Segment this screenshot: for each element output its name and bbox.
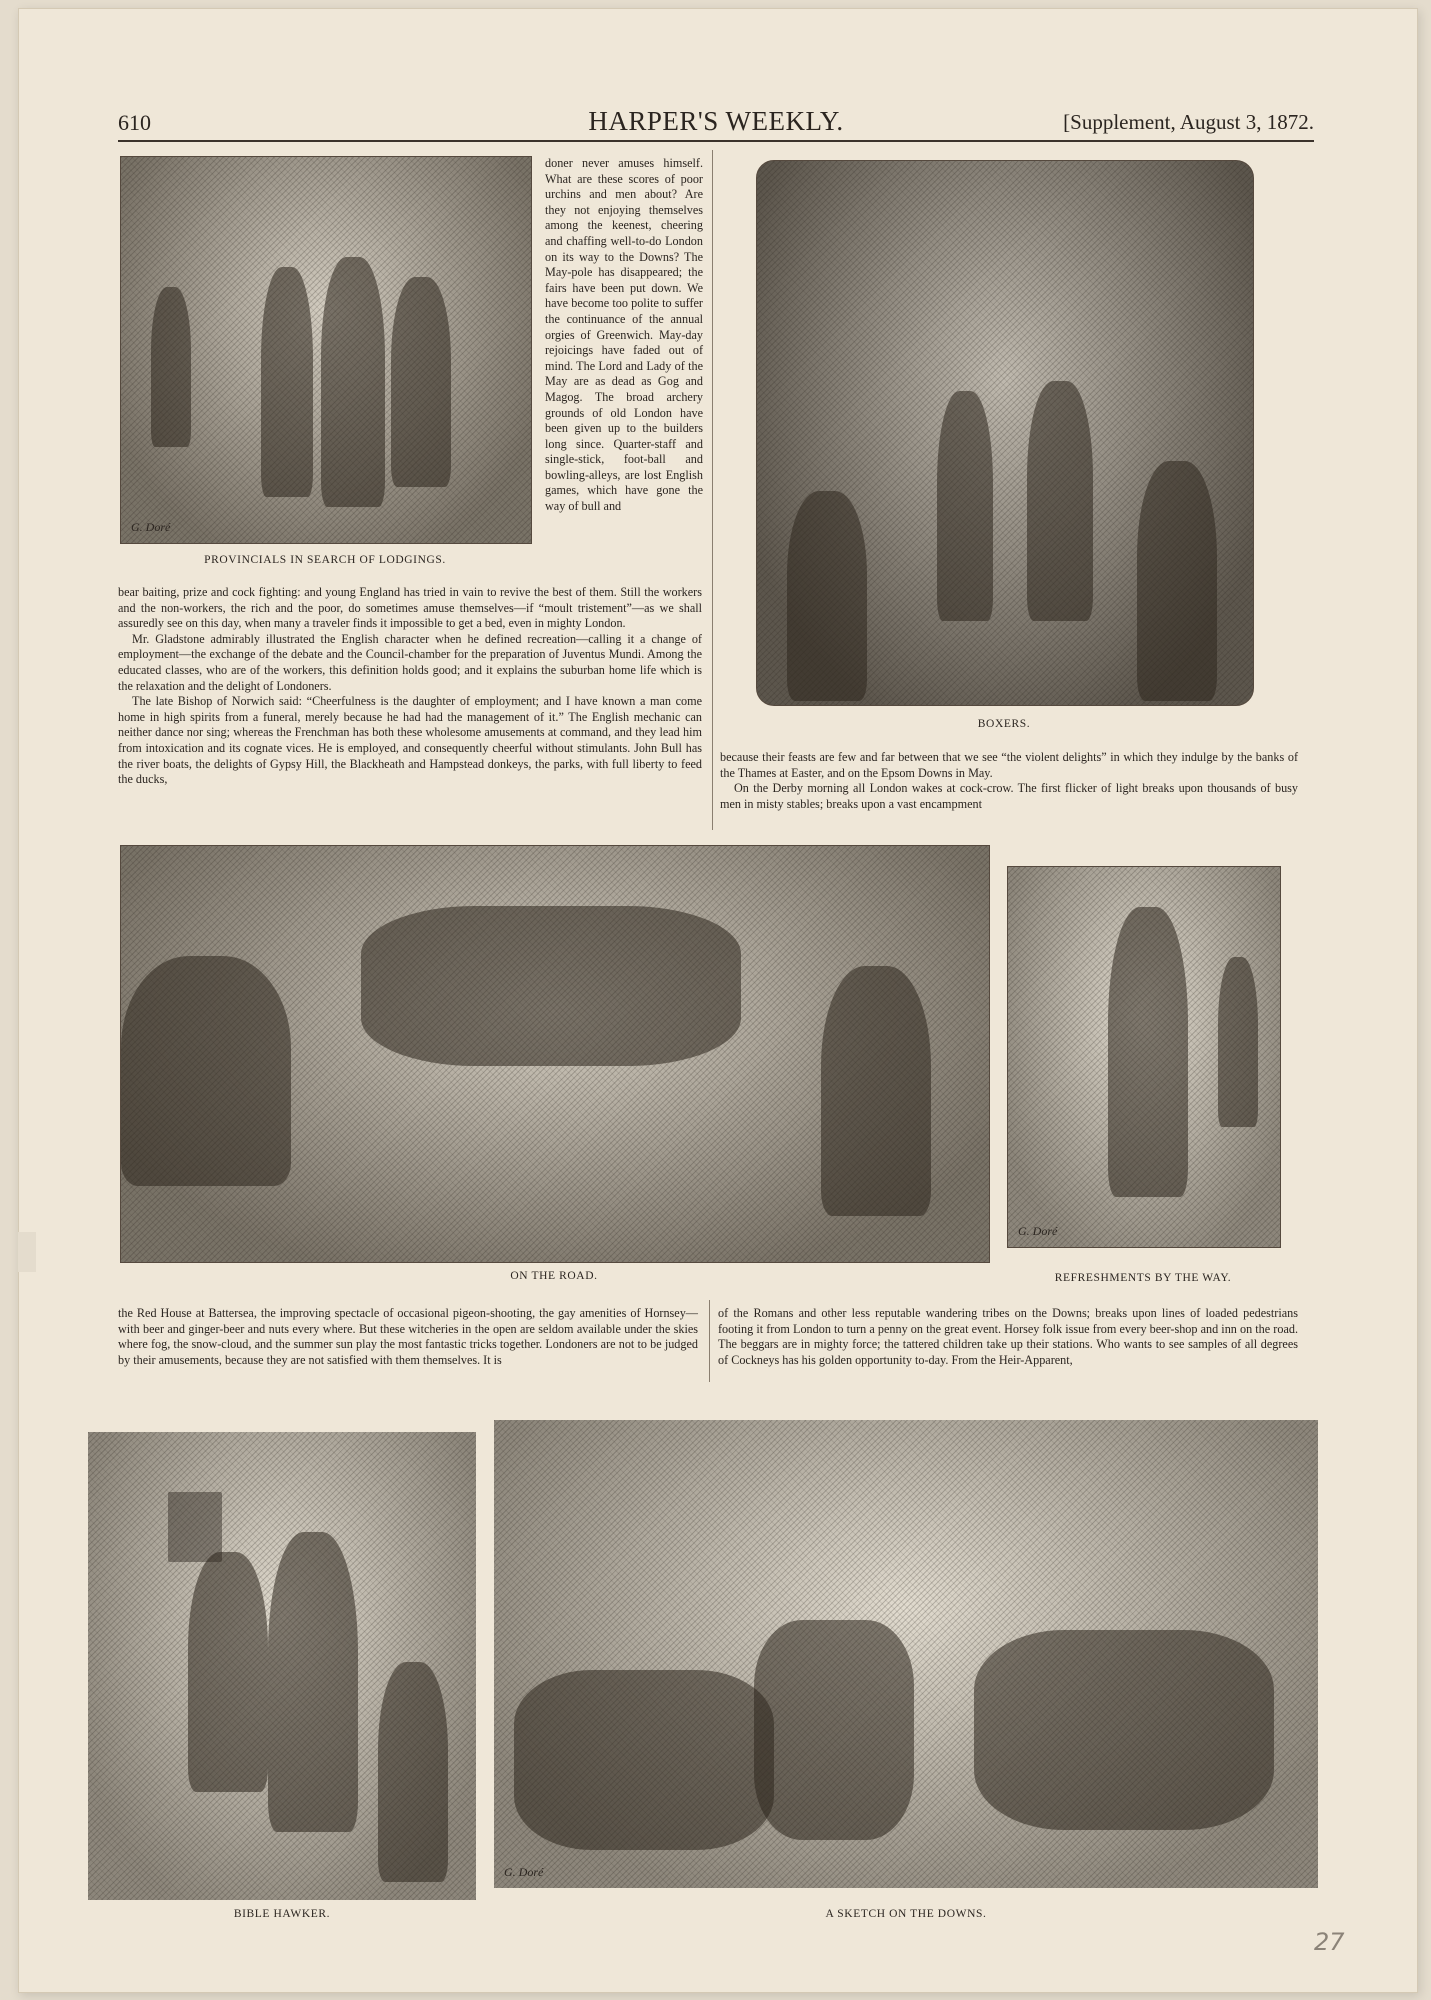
publication-title: HARPER'S WEEKLY. bbox=[588, 106, 844, 136]
refreshments-engraving bbox=[1007, 866, 1281, 1248]
issue-date: [Supplement, August 3, 1872. bbox=[1063, 110, 1314, 134]
caption-on-the-road: ON THE ROAD. bbox=[510, 1270, 598, 1282]
text-left-middle bbox=[118, 1306, 698, 1386]
caption-boxers: BOXERS. bbox=[977, 718, 1031, 730]
text-right-middle bbox=[718, 1306, 1298, 1386]
caption-refreshments: REFRESHMENTS BY THE WAY. bbox=[1054, 1272, 1232, 1284]
text-right-upper bbox=[720, 750, 1298, 832]
page-number: 610 bbox=[118, 110, 151, 135]
masthead-rule bbox=[118, 140, 1314, 142]
column-rule-middle bbox=[709, 1300, 710, 1382]
artist-signature: G. Doré bbox=[1018, 1224, 1058, 1238]
caption-bible-hawker: BIBLE HAWKER. bbox=[233, 1908, 331, 1920]
artist-signature: G. Doré bbox=[504, 1865, 544, 1879]
provincials-engraving bbox=[120, 156, 532, 544]
artist-signature: G. Doré bbox=[131, 520, 171, 534]
paragraph: The late Bishop of Norwich said: “Cheerfulness is the daughter of employment; and I have known a man come home in high spirits from a funeral, merely because he had had the management of it.” The English mechanic can neither dance nor sing; whereas the Frenchman has both these wholesome amusements at command, and they lead him from intoxication and its cognate vices. He is employed, and consequently cheerful without stimulants. John Bull has the river boats, the delights of Gypsy Hill, the Blackheath and Hampstead donkeys, the parks, with full liberty to feed the ducks, bbox=[118, 694, 702, 787]
paragraph: Mr. Gladstone admirably illustrated the English character when he defined recreation—calling it a change of employment—the exchange of the debate and the Council-chamber for the preparation of Juventus Mundi. Among the educated classes, who are of the workers, this definition holds good; and it explains the suburban home life which is the relaxation and the delight of Londoners. bbox=[118, 631, 702, 693]
bible-hawker-engraving bbox=[88, 1432, 476, 1900]
paragraph: the Red House at Battersea, the improving spectacle of occasional pigeon-shooting, the gay amenities of Hornsey—with beer and ginger-beer and nuts every where. But these witcheries in the open are seldom available under the skies where fog, the snow-cloud, and the summer sun play the most fantastic tricks together. Londoners are not to be judged by their amusements, because they are not satisfied with them themselves. It is bbox=[118, 1306, 698, 1367]
paragraph: On the Derby morning all London wakes at cock-crow. The first flicker of light breaks upon thousands of busy men in misty stables; breaks upon a vast encampment bbox=[720, 781, 1298, 811]
masthead bbox=[118, 106, 1314, 140]
handwritten-page-mark: 27 bbox=[1314, 1928, 1345, 1956]
text-left-upper bbox=[118, 585, 702, 831]
on-the-road-engraving bbox=[120, 845, 990, 1263]
boxers-engraving bbox=[756, 160, 1254, 706]
text-narrow-column bbox=[545, 156, 703, 576]
page-edge-notch bbox=[18, 1232, 36, 1272]
paragraph: doner never amuses himself. What are these scores of poor urchins and men about? Are they not enjoying themselves among the keenest, cheering and chaffing well-to-do London on its way to the Downs? The May-pole has disappeared; the fairs have been put down. We have become too polite to suffer the continuance of the annual orgies of Greenwich. May-day rejoicings have faded out of mind. The Lord and Lady of the May are as dead as Gog and Magog. The broad archery grounds of old London have been given up to the builders long since. Quarter-staff and single-stick, foot-ball and bowling-alleys, are lost English games, which have gone the way of bull and bbox=[545, 156, 703, 514]
caption-provincials: PROVINCIALS IN SEARCH OF LODGINGS. bbox=[204, 554, 446, 566]
paragraph: bear baiting, prize and cock fighting: and young England has tried in vain to revive the best of them. Still the workers and the non-workers, the rich and the poor, do sometimes amuse themselves—if “moult tristement”—as we shall assuredly see on this day, when many a traveler finds it impossible to get a bed, even in mighty London. bbox=[118, 585, 702, 631]
caption-sketch-on-the-downs: A SKETCH ON THE DOWNS. bbox=[825, 1908, 987, 1920]
paragraph: because their feasts are few and far between that we see “the violent delights” in which they indulge by the banks of the Thames at Easter, and on the Epsom Downs in May. bbox=[720, 750, 1298, 780]
paragraph: of the Romans and other less reputable wandering tribes on the Downs; breaks upon lines of loaded pedestrians footing it from London to turn a penny on the great event. Horsey folk issue from every beer-shop and inn on the road. The beggars are in mighty force; the tattered children take up their stations. Who wants to see samples of all degrees of Cockneys has his golden opportunity to-day. From the Heir-Apparent, bbox=[718, 1306, 1298, 1367]
column-rule-upper bbox=[712, 150, 713, 830]
sketch-on-the-downs-engraving bbox=[494, 1420, 1318, 1888]
